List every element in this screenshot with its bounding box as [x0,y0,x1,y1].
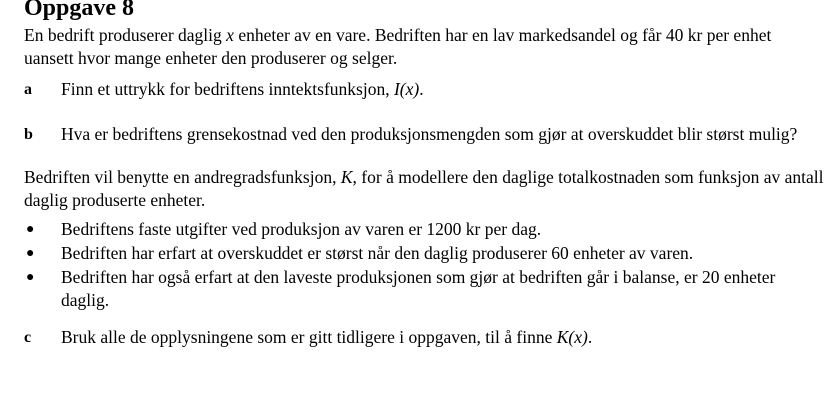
task-c-text [61,326,824,349]
task-b-letter: b [24,126,33,143]
task-c-question: Bruk alle de opplysningene som er gitt tidligere i oppgaven, til å finne [61,327,557,347]
exercise-page [24,0,824,349]
bullet-text: Bedriftens faste utgifter ved produksjon av varen er 1200 kr per dag. [61,219,542,239]
task-c [24,326,824,349]
task-b [24,123,824,146]
task-a-letter: a [24,81,32,98]
task-a-question: Finn et uttrykk for bedriftens inntektsfunksjon, [61,79,394,99]
bullet-text: Bedriften har erfart at overskuddet er størst når den daglig produserer 60 enheter av varen. [61,243,694,263]
task-a [24,78,824,101]
bullet-item [24,266,824,312]
exercise-title: Oppgave 8 [24,0,135,21]
model-paragraph [24,166,824,212]
intro-text-2: enheter av en vare. Bedriften har en lav markedsandel og får 40 kr per enhet uansett hvor mange enheter den produserer og selger. [24,25,772,68]
info-bullet-list [24,218,824,312]
task-c-letter: c [24,329,32,346]
bullet-icon: ● [26,246,35,261]
bullet-text: Bedriften har også erfart at den laveste produksjonen som gjør at bedriften går i balanse, er 20 enheter daglig. [61,267,776,310]
variable-K: K [340,167,353,187]
task-a-text [61,78,824,101]
intro-paragraph [24,24,824,70]
bullet-item [24,218,824,241]
task-a-end: . [419,79,424,99]
task-a-formula: I(x) [393,79,420,99]
task-b-text: Hva er bedriftens grensekostnad ved den produksjonsmengden som gjør at overskuddet blir størst mulig? [61,124,798,144]
task-c-formula: K(x) [556,327,588,347]
task-c-end: . [587,327,593,347]
model-text-2: , for å modellere den daglige totalkostnaden som funksjon av antall daglig produserte enheter. [24,167,824,210]
variable-x: x [226,25,234,45]
bullet-item [24,242,824,265]
intro-text-1: En bedrift produserer daglig [24,25,227,45]
bullet-icon: ● [26,270,35,285]
bullet-icon: ● [26,222,35,237]
model-text-1: Bedriften vil benytte en andregradsfunksjon, [24,167,341,187]
